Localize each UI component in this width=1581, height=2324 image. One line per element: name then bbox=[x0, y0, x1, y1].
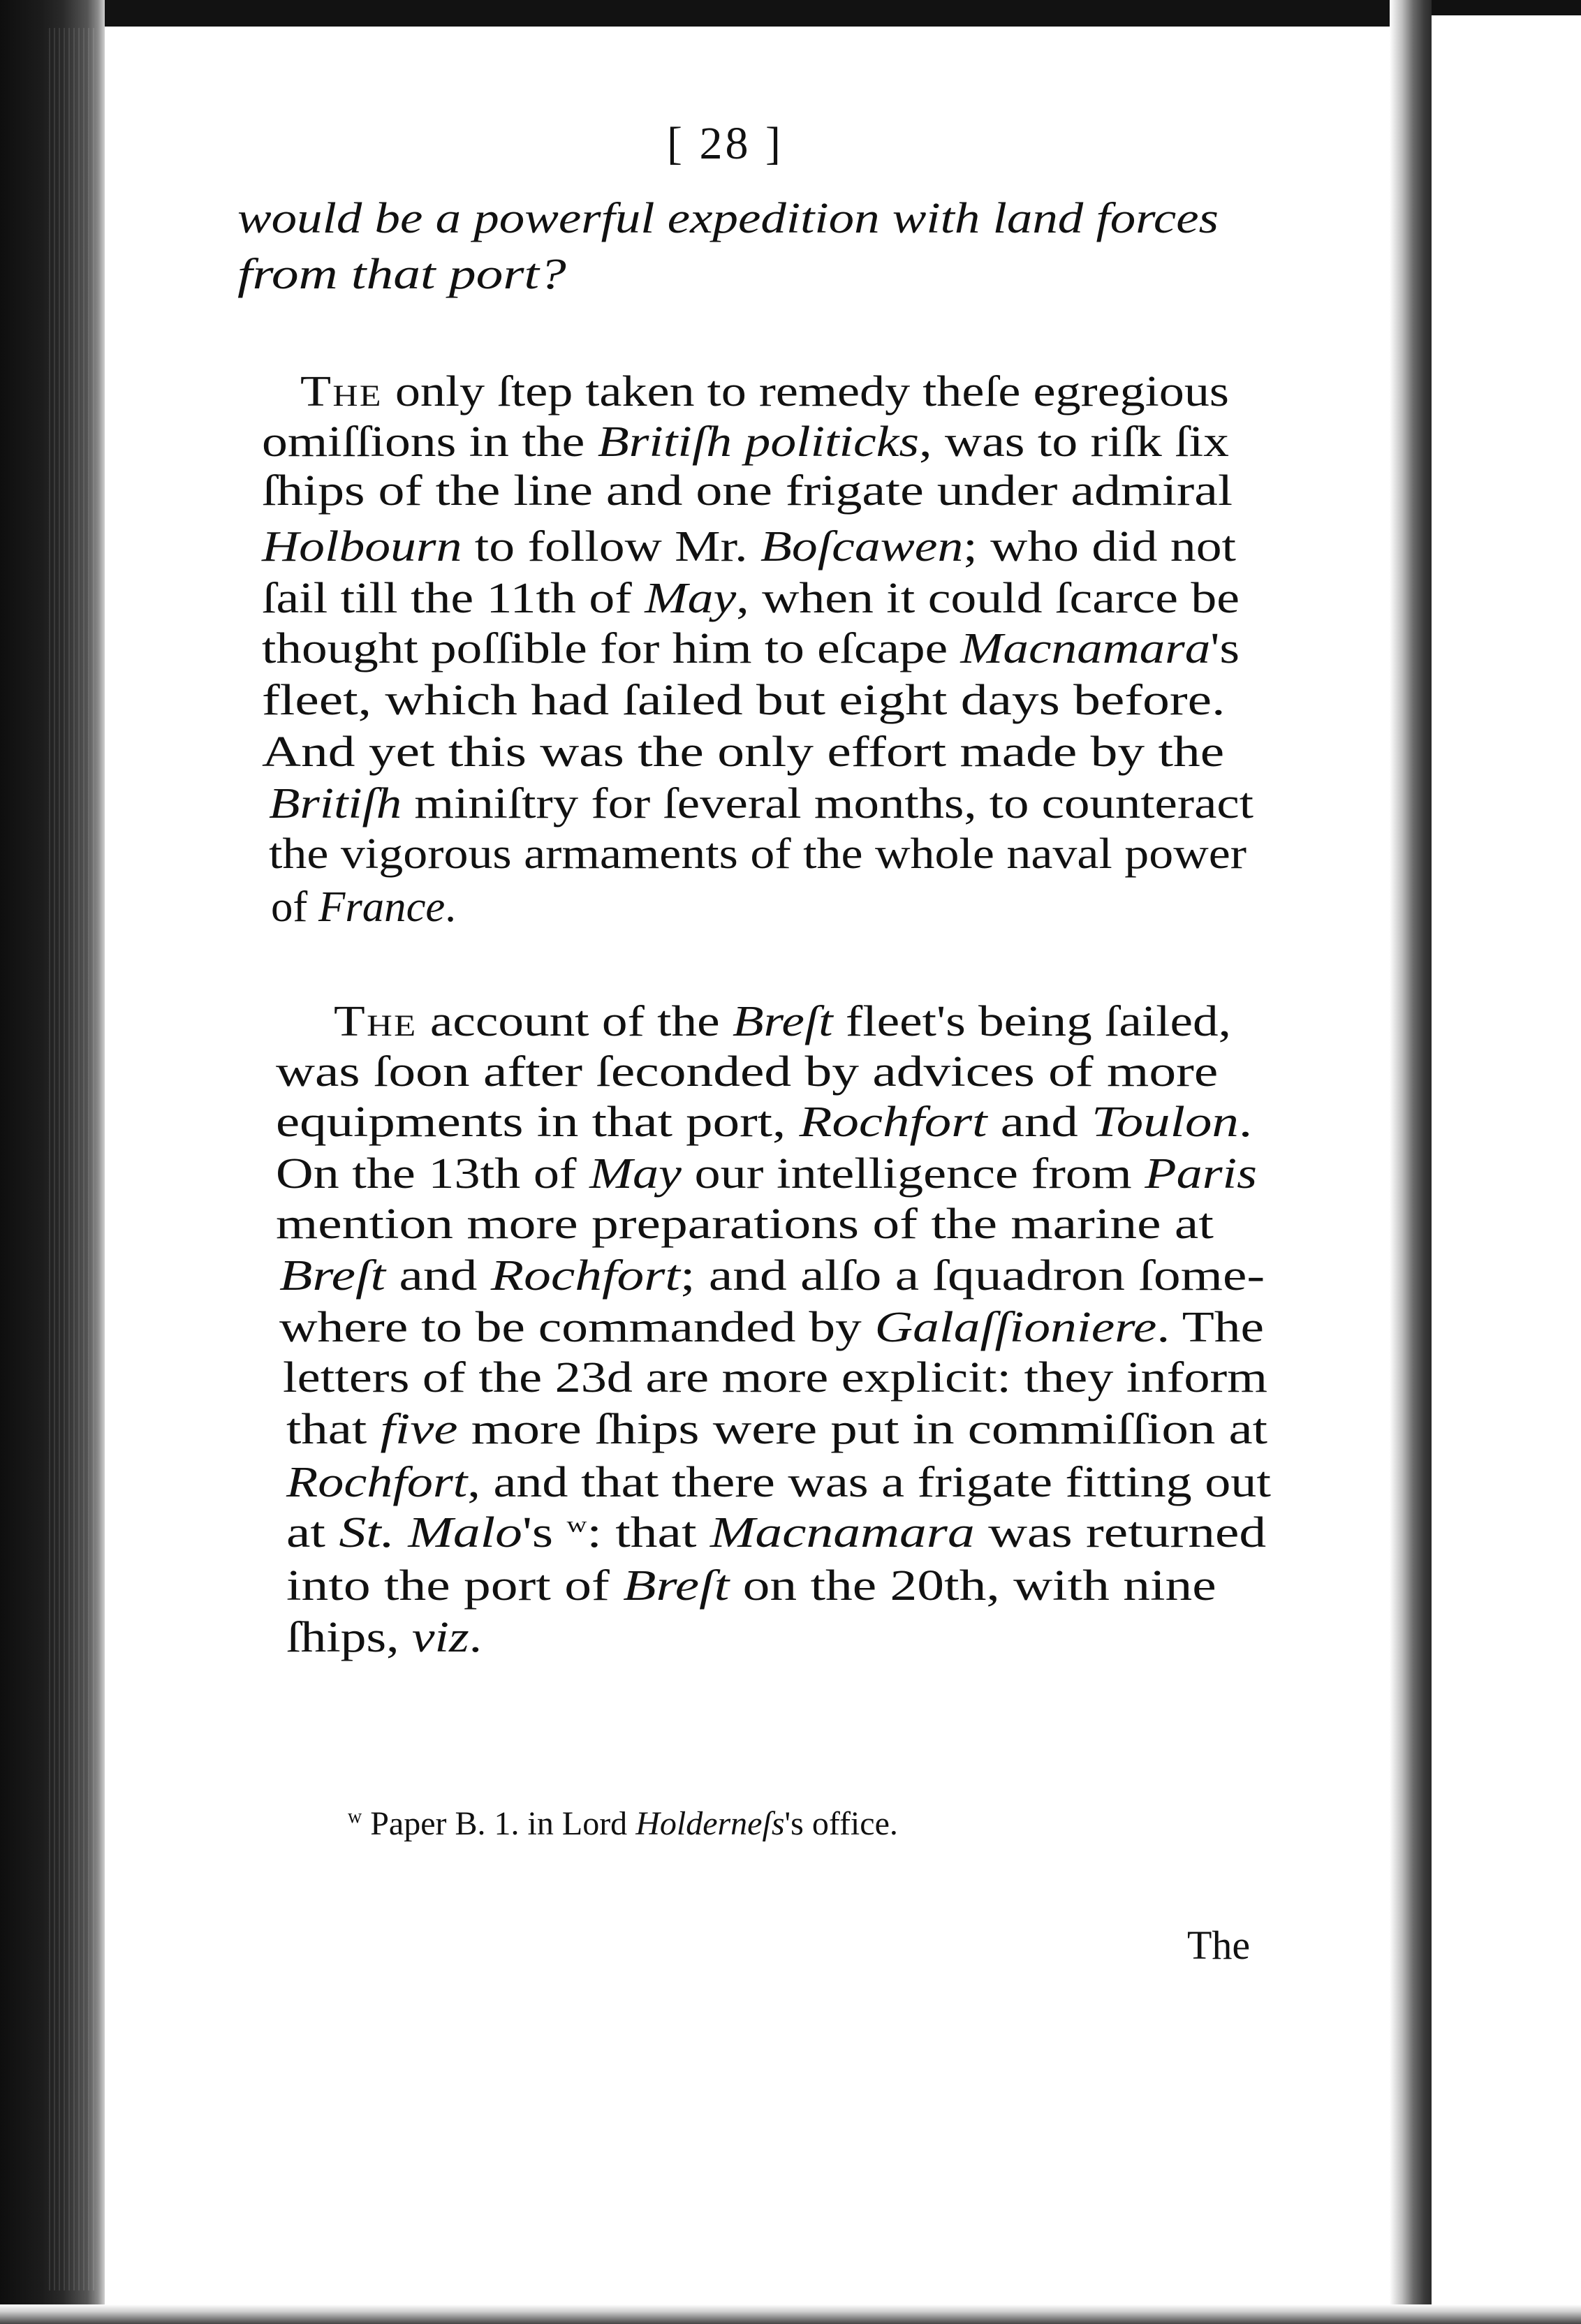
text-segment: : that bbox=[587, 1509, 710, 1557]
text-segment: that bbox=[286, 1406, 381, 1453]
text-line bbox=[283, 1354, 1267, 1402]
scan-edge-top-right bbox=[1432, 0, 1581, 15]
text-segment: ſhips, bbox=[286, 1614, 412, 1661]
text-segment: Holbourn bbox=[262, 523, 462, 571]
text-segment: miniſtry for ſeveral months, to counteract bbox=[402, 780, 1254, 828]
text-line bbox=[286, 1564, 1216, 1608]
text-segment: Rochfort bbox=[799, 1098, 987, 1146]
scan-edge-top bbox=[0, 0, 1581, 27]
text-segment: was returned bbox=[974, 1509, 1267, 1557]
text-segment: into the port of bbox=[286, 1562, 624, 1610]
text-segment: ſhips of the line and one frigate under admiral bbox=[262, 467, 1233, 515]
text-line bbox=[286, 1616, 482, 1659]
text-segment: equipments in that port, bbox=[276, 1098, 800, 1146]
text-segment: viz bbox=[411, 1614, 469, 1661]
text-segment: The bbox=[334, 998, 418, 1045]
text-line bbox=[262, 679, 1225, 722]
text-segment: fleet's being ſailed, bbox=[832, 998, 1231, 1045]
text-segment: five bbox=[380, 1406, 458, 1453]
text-segment: . The bbox=[1156, 1304, 1265, 1351]
text-segment: of bbox=[271, 883, 319, 931]
text-segment: Britiſh politicks bbox=[597, 418, 920, 466]
text-segment: the vigorous armaments of the whole naval power bbox=[269, 830, 1247, 878]
text-line bbox=[237, 253, 566, 296]
text-line bbox=[286, 1509, 1267, 1557]
text-segment: omiſſions in the bbox=[262, 418, 598, 466]
text-segment: Toulon bbox=[1091, 1098, 1239, 1146]
footnote-text-after: 's office. bbox=[784, 1805, 898, 1842]
text-segment: ; and alſo a ſquadron ſome- bbox=[679, 1252, 1265, 1300]
text-segment: May bbox=[645, 575, 737, 622]
text-segment: Breſt bbox=[623, 1562, 730, 1610]
text-segment: , was to riſk ſix bbox=[919, 418, 1229, 466]
text-segment: Boſcawen bbox=[760, 523, 964, 571]
text-segment: , and that there was a frigate fitting out bbox=[467, 1459, 1271, 1506]
text-segment: Britiſh bbox=[269, 780, 402, 828]
text-line bbox=[286, 1461, 1271, 1504]
text-line bbox=[262, 523, 1237, 571]
text-segment: Breſt bbox=[279, 1252, 386, 1300]
text-segment: , when it could ſcarce be bbox=[736, 575, 1240, 622]
text-segment: Rochfort bbox=[286, 1459, 468, 1506]
page-number: [ 28 ] bbox=[667, 118, 784, 169]
scan-edge-bottom bbox=[0, 2304, 1581, 2324]
text-line bbox=[300, 370, 1229, 413]
text-line bbox=[269, 780, 1254, 828]
text-line bbox=[262, 420, 1229, 464]
text-segment: . bbox=[445, 883, 457, 931]
text-segment: 's bbox=[1210, 625, 1240, 672]
text-segment: where to be commanded by bbox=[279, 1304, 875, 1351]
page-gutter-shadow bbox=[1390, 0, 1432, 2324]
text-line bbox=[334, 1000, 1231, 1043]
text-line bbox=[279, 1306, 1264, 1349]
text-segment: Galaſſioniere bbox=[874, 1304, 1157, 1351]
text-segment: May bbox=[589, 1150, 682, 1198]
text-segment: . bbox=[469, 1614, 483, 1661]
text-segment: ſail till the 11th of bbox=[262, 575, 645, 622]
text-line bbox=[276, 1050, 1218, 1094]
text-segment: at bbox=[286, 1509, 339, 1557]
text-line bbox=[262, 469, 1233, 513]
footnote-text-before: Paper B. 1. in Lord bbox=[362, 1805, 636, 1842]
text-segment: 's bbox=[522, 1509, 567, 1557]
text-segment: Rochfort bbox=[490, 1252, 680, 1300]
text-segment: ; who did not bbox=[963, 523, 1237, 571]
text-line bbox=[262, 730, 1224, 774]
text-line bbox=[276, 1200, 1214, 1248]
text-segment: And yet this was the only effort made by the bbox=[262, 728, 1225, 776]
text-segment: was ſoon after ſeconded by advices of more bbox=[276, 1048, 1219, 1096]
text-line bbox=[237, 197, 1219, 240]
footnote-marker: w bbox=[348, 1806, 362, 1827]
footnote-reference: w bbox=[566, 1511, 587, 1537]
text-segment: Macnamara bbox=[960, 625, 1211, 672]
text-segment: The bbox=[300, 368, 383, 415]
page-edges-texture bbox=[49, 28, 98, 2290]
footnote bbox=[348, 1804, 898, 1843]
text-segment: thought poſſible for him to eſcape bbox=[262, 625, 961, 672]
text-segment: our intelligence from bbox=[681, 1150, 1145, 1198]
text-segment: Paris bbox=[1145, 1150, 1258, 1198]
text-segment: and bbox=[385, 1252, 491, 1300]
text-segment: . bbox=[1238, 1098, 1253, 1146]
text-segment: letters of the 23d are more explicit: they inform bbox=[283, 1354, 1267, 1402]
text-segment: Macnamara bbox=[709, 1509, 975, 1557]
text-segment: On the 13th of bbox=[276, 1150, 590, 1198]
catchword: The bbox=[1187, 1922, 1251, 1968]
text-segment: from that port? bbox=[237, 251, 566, 298]
text-segment: and bbox=[987, 1098, 1092, 1146]
text-segment: mention more preparations of the marine at bbox=[276, 1200, 1214, 1248]
text-segment: only ſtep taken to remedy theſe egregious bbox=[382, 368, 1230, 415]
text-line bbox=[269, 832, 1247, 876]
text-segment: St. Malo bbox=[339, 1509, 522, 1557]
text-segment: account of the bbox=[417, 998, 733, 1045]
text-segment: Breſt bbox=[732, 998, 833, 1045]
text-segment: to follow Mr. bbox=[462, 523, 760, 571]
text-line bbox=[271, 885, 456, 929]
text-segment: France bbox=[318, 883, 446, 931]
footnote-name: Holderneſs bbox=[635, 1805, 785, 1842]
text-line bbox=[262, 627, 1240, 670]
text-line bbox=[286, 1408, 1267, 1451]
text-line bbox=[262, 577, 1240, 620]
text-segment: fleet, which had ſailed but eight days before. bbox=[262, 677, 1226, 724]
facing-page bbox=[1432, 0, 1581, 2324]
text-segment: would be a powerful expedition with land forces bbox=[237, 195, 1219, 242]
text-segment: more ſhips were put in commiſſion at bbox=[457, 1406, 1268, 1453]
text-line bbox=[279, 1252, 1265, 1300]
text-line bbox=[276, 1098, 1253, 1146]
text-segment: on the 20th, with nine bbox=[729, 1562, 1216, 1610]
text-line bbox=[276, 1152, 1257, 1196]
